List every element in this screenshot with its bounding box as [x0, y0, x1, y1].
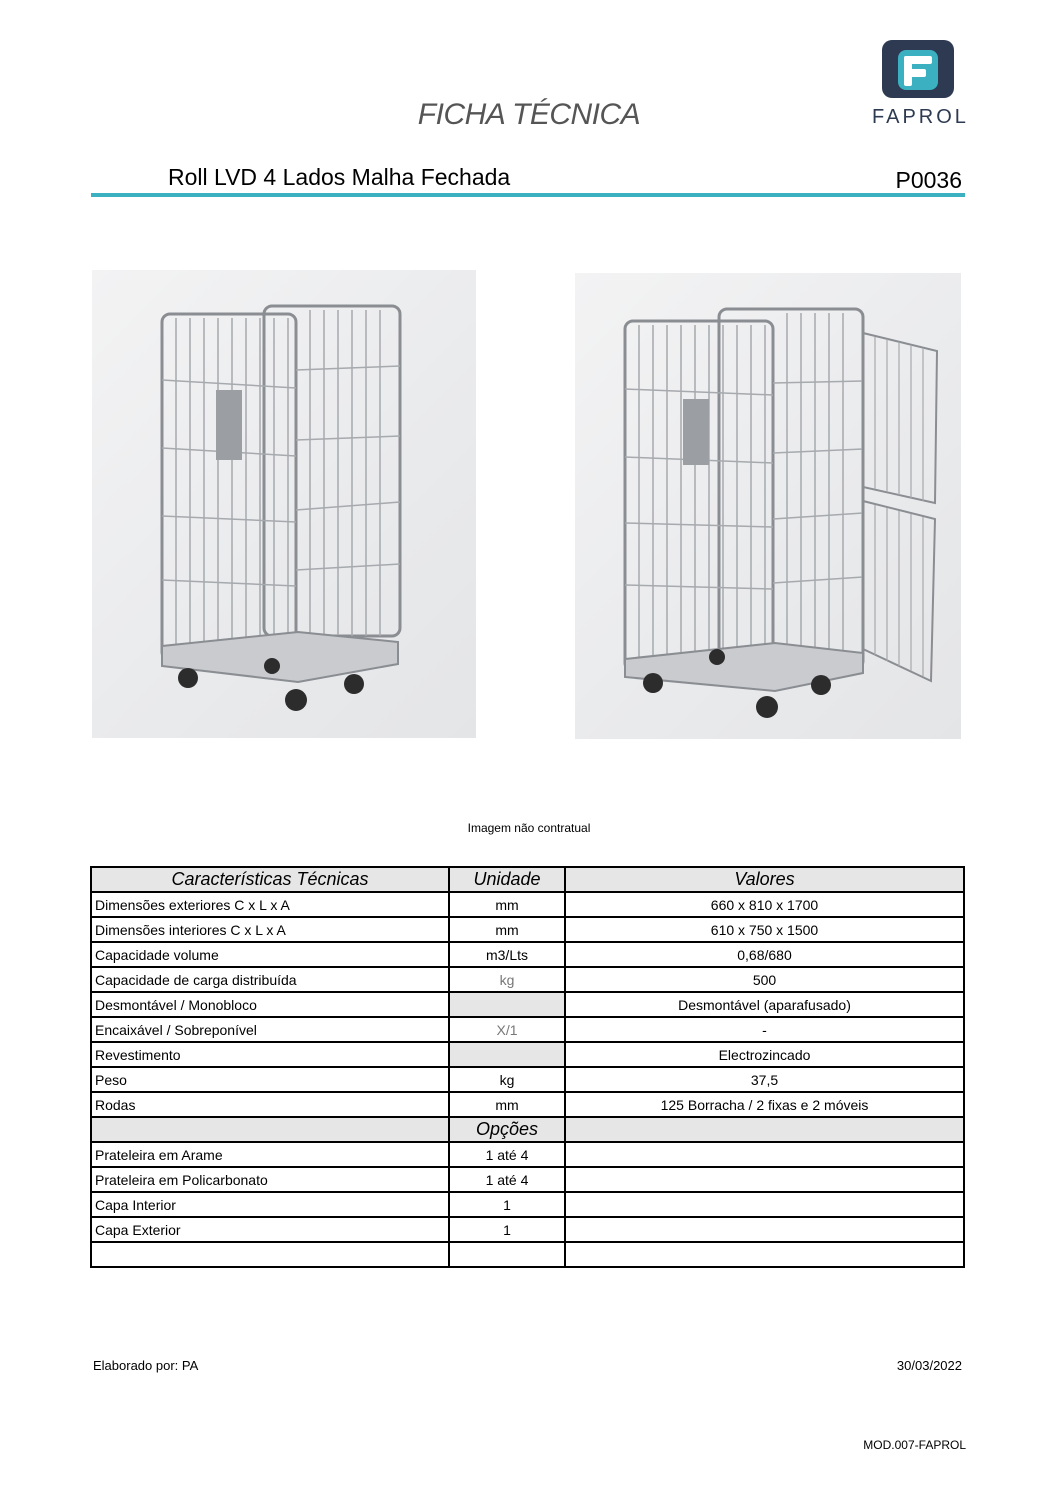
- product-image-closed: [92, 270, 476, 738]
- table-header-row: [91, 867, 964, 892]
- table-row: [91, 992, 964, 1017]
- spec-unit: mm: [449, 892, 565, 917]
- page-title: FICHA TÉCNICA: [417, 98, 641, 131]
- logo-mark-icon: [882, 40, 954, 98]
- option-label: Capa Exterior: [91, 1217, 449, 1242]
- option-qty: 1 até 4: [449, 1142, 565, 1167]
- table-row: [91, 942, 964, 967]
- option-label: Capa Interior: [91, 1192, 449, 1217]
- table-row: [91, 967, 964, 992]
- author-label: Elaborado por: PA: [93, 1358, 199, 1373]
- empty-row: [91, 1242, 964, 1267]
- column-header: Características Técnicas: [91, 867, 449, 892]
- product-code: P0036: [895, 167, 962, 193]
- document-date: 30/03/2022: [896, 1358, 962, 1373]
- table-row: [91, 1042, 964, 1067]
- table-row: [91, 917, 964, 942]
- spec-unit: [449, 992, 565, 1017]
- option-row: [91, 1142, 964, 1167]
- option-value: [565, 1167, 964, 1192]
- empty-cell: [91, 1242, 449, 1267]
- spec-unit: m3/Lts: [449, 942, 565, 967]
- spec-unit: kg: [449, 1067, 565, 1092]
- option-value: [565, 1192, 964, 1217]
- column-header: Valores: [565, 867, 964, 892]
- options-header: Opções: [449, 1117, 565, 1142]
- spec-unit: [449, 1042, 565, 1067]
- spec-value: 610 x 750 x 1500: [565, 917, 964, 942]
- spec-unit: mm: [449, 1092, 565, 1117]
- spec-label: Encaixável / Sobreponível: [91, 1017, 449, 1042]
- options-header-row: [91, 1117, 964, 1142]
- option-qty: 1 até 4: [449, 1167, 565, 1192]
- option-qty: 1: [449, 1217, 565, 1242]
- table-row: [91, 1017, 964, 1042]
- option-row: [91, 1217, 964, 1242]
- spec-label: Dimensões interiores C x L x A: [91, 917, 449, 942]
- spec-label: Peso: [91, 1067, 449, 1092]
- option-row: [91, 1192, 964, 1217]
- spec-value: 0,68/680: [565, 942, 964, 967]
- option-value: [565, 1142, 964, 1167]
- table-row: [91, 1092, 964, 1117]
- option-label: Prateleira em Arame: [91, 1142, 449, 1167]
- spec-label: Capacidade de carga distribuída: [91, 967, 449, 992]
- column-header: Unidade: [449, 867, 565, 892]
- spec-value: 660 x 810 x 1700: [565, 892, 964, 917]
- table-row: [91, 892, 964, 917]
- spec-value: 500: [565, 967, 964, 992]
- product-image-open: [575, 273, 961, 739]
- empty-cell: [565, 1242, 964, 1267]
- spec-value: Electrozincado: [565, 1042, 964, 1067]
- spec-unit: X/1: [449, 1017, 565, 1042]
- spec-label: Dimensões exteriores C x L x A: [91, 892, 449, 917]
- spec-label: Rodas: [91, 1092, 449, 1117]
- option-row: [91, 1167, 964, 1192]
- option-label: Prateleira em Policarbonato: [91, 1167, 449, 1192]
- image-disclaimer: Imagem não contratual: [467, 821, 591, 835]
- spec-value: -: [565, 1017, 964, 1042]
- spec-unit: kg: [449, 967, 565, 992]
- spec-label: Capacidade volume: [91, 942, 449, 967]
- spec-unit: mm: [449, 917, 565, 942]
- logo-wordmark: FAPROL: [872, 106, 969, 128]
- spec-value: 125 Borracha / 2 fixas e 2 móveis: [565, 1092, 964, 1117]
- product-name: Roll LVD 4 Lados Malha Fechada: [168, 164, 511, 190]
- spec-value: Desmontável (aparafusado): [565, 992, 964, 1017]
- faprol-logo: [872, 40, 969, 130]
- options-blank-cell: [565, 1117, 964, 1142]
- form-code: MOD.007-FAPROL: [863, 1438, 966, 1452]
- options-blank-cell: [91, 1117, 449, 1142]
- spec-label: Revestimento: [91, 1042, 449, 1067]
- spec-value: 37,5: [565, 1067, 964, 1092]
- technical-specs-table: [90, 866, 965, 1268]
- header-divider: [91, 193, 965, 197]
- table-row: [91, 1067, 964, 1092]
- empty-cell: [449, 1242, 565, 1267]
- option-qty: 1: [449, 1192, 565, 1217]
- option-value: [565, 1217, 964, 1242]
- spec-label: Desmontável / Monobloco: [91, 992, 449, 1017]
